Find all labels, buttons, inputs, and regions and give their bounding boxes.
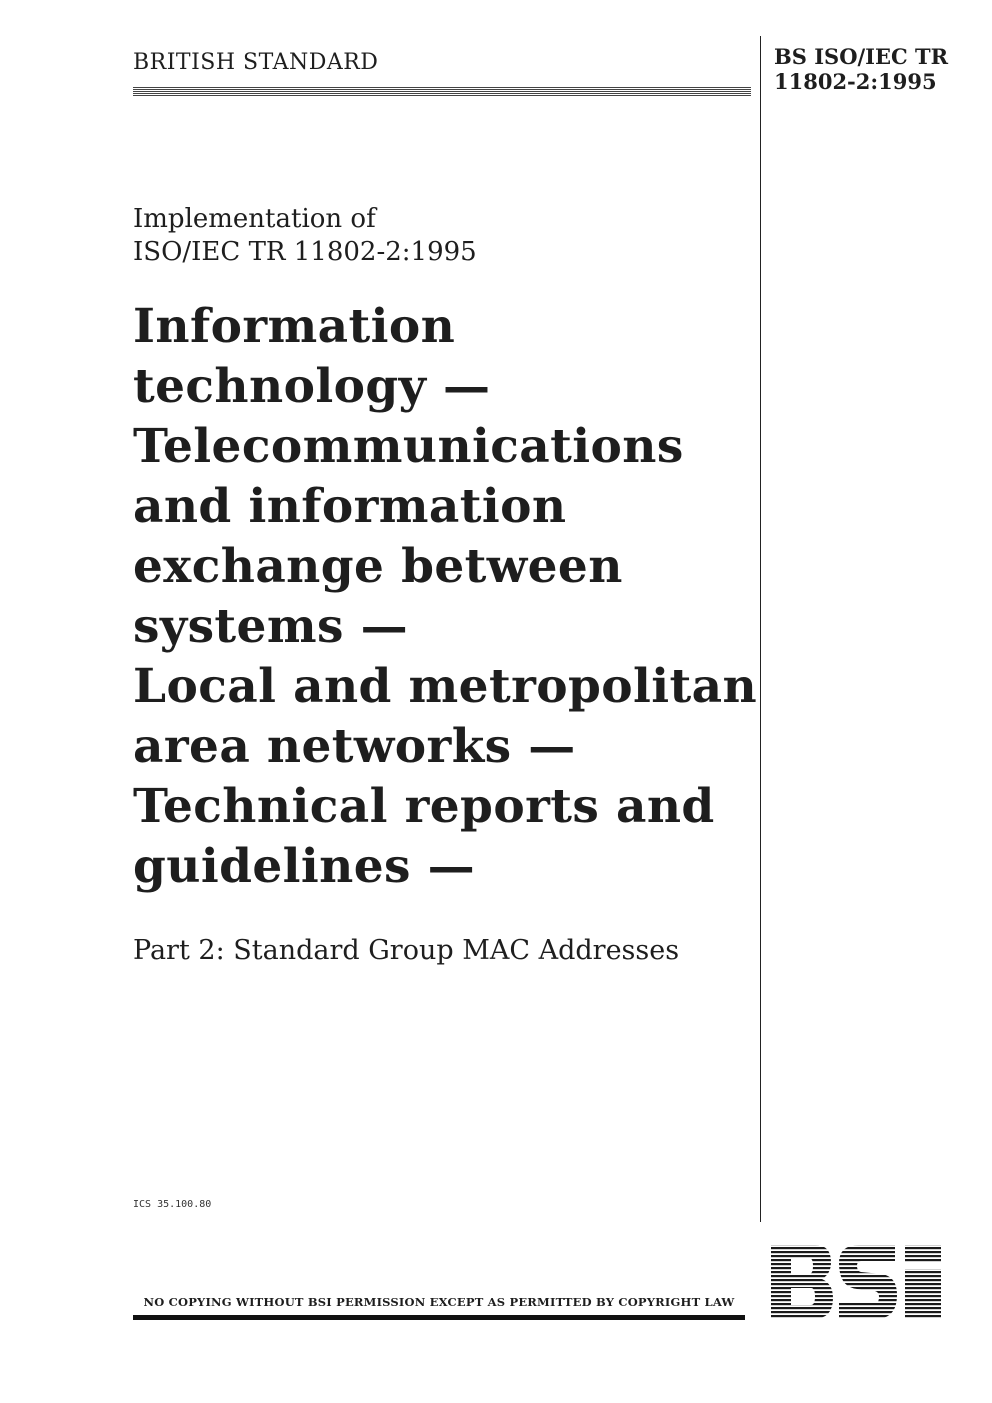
part-title: Part 2: Standard Group MAC Addresses	[133, 935, 680, 966]
title-line: Technical reports and	[133, 779, 715, 834]
implementation-note	[133, 203, 733, 269]
implementation-line2: ISO/IEC TR 11802-2:1995	[133, 237, 477, 267]
notice-rule	[133, 1315, 745, 1320]
column-divider	[760, 36, 761, 1222]
title-line: technology —	[133, 359, 491, 414]
copyright-notice: NO COPYING WITHOUT BSI PERMISSION EXCEPT AS PERMITTED BY COPYRIGHT LAW	[143, 1295, 735, 1309]
title-line: guidelines —	[133, 839, 476, 894]
standard-number-line1: BS ISO/IEC TR	[774, 44, 949, 69]
title-line: Information	[133, 299, 456, 354]
title-line: and information	[133, 479, 567, 534]
title-line: Telecommunications	[133, 419, 684, 474]
title-line: Local and metropolitan	[133, 659, 758, 714]
header-rule	[133, 87, 751, 96]
standard-number	[774, 44, 984, 94]
ics-code: ICS 35.100.80	[133, 1199, 212, 1210]
document-title	[133, 297, 758, 897]
title-line: area networks —	[133, 719, 576, 774]
title-line: systems —	[133, 599, 408, 654]
implementation-line1: Implementation of	[133, 204, 376, 234]
document-category-label: BRITISH STANDARD	[133, 50, 379, 75]
bsi-logo-icon	[769, 1243, 945, 1321]
title-line: exchange between	[133, 539, 623, 594]
standard-number-line2: 11802-2:1995	[774, 69, 937, 94]
